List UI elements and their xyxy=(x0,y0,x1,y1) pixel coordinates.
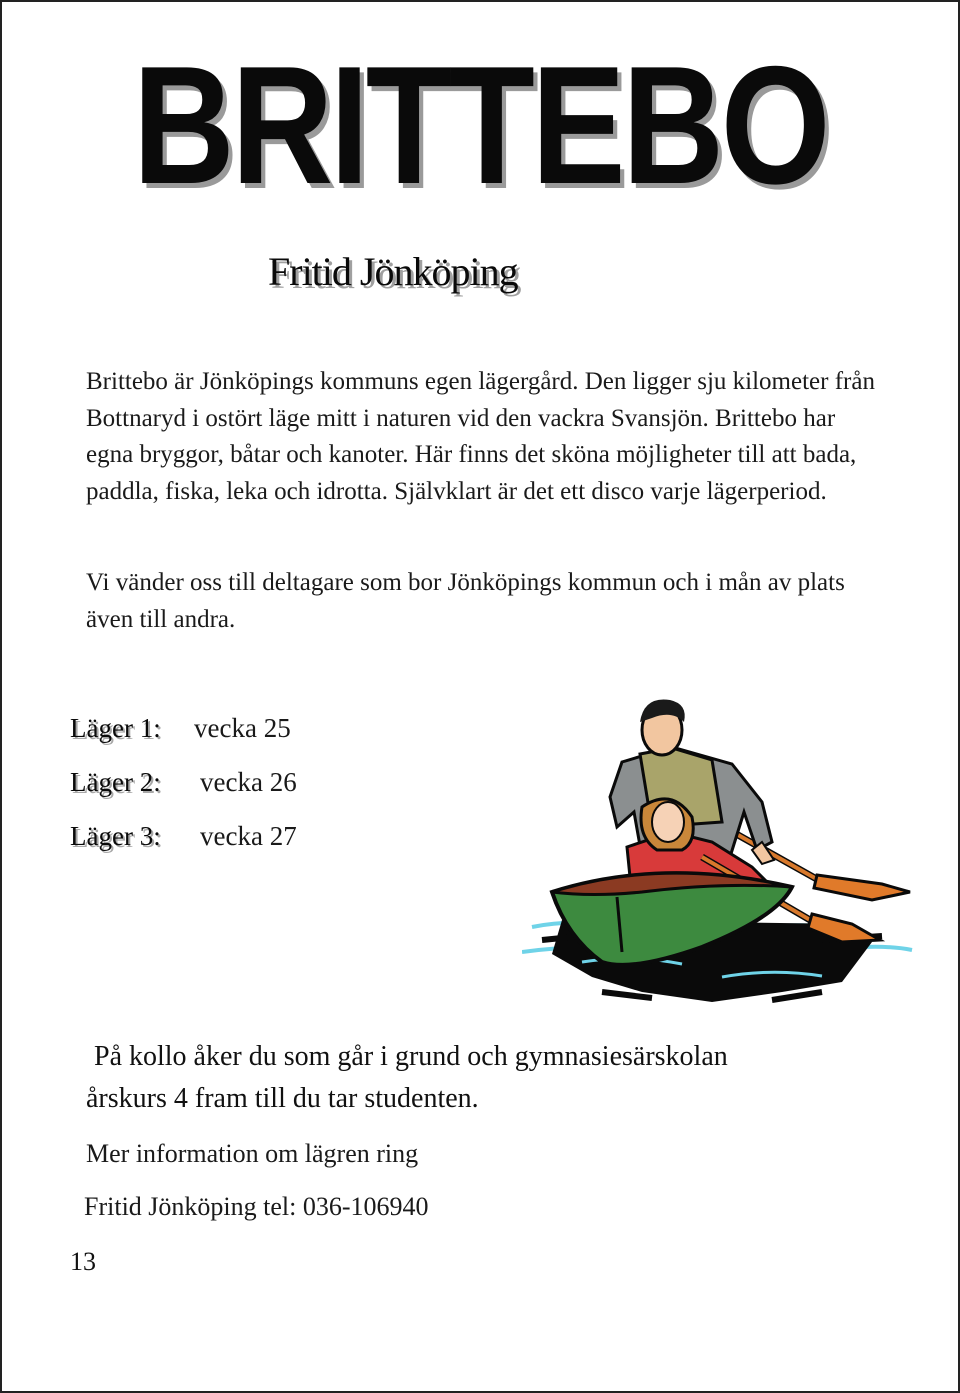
camp-week: vecka 26 xyxy=(200,767,297,797)
organization-subtitle: Fritid Jönköping xyxy=(268,249,518,294)
camp-label: Läger 2: xyxy=(70,767,161,797)
camp-week: vecka 27 xyxy=(200,821,297,851)
camp-label: Läger 3: xyxy=(70,821,161,851)
contact-phone: Fritid Jönköping tel: 036-106940 xyxy=(84,1192,429,1221)
more-info-text: Mer information om lägren ring xyxy=(86,1139,419,1168)
canoe-clipart-icon xyxy=(522,692,922,1012)
eligibility-line: årskurs 4 fram till du tar studenten. xyxy=(86,1083,479,1114)
intro-paragraph: Brittebo är Jönköpings kommuns egen lägergård. Den ligger sju kilometer från Bottnaryd i ostört läge mitt i naturen vid den vackra Svansjön. Brittebo har egna bryggor, båtar och kanoter. Här finns det sköna möjligheter till att bada, paddla, fiska, leka och idrotta. Självklart är det ett disco varje lägerperiod. xyxy=(86,368,875,505)
page-title: BRITTEBO xyxy=(132,31,828,219)
page-number: 13 xyxy=(70,1247,96,1276)
eligibility-line: På kollo åker du som går i grund och gymnasiesärskolan xyxy=(94,1041,728,1072)
audience-paragraph: Vi vänder oss till deltagare som bor Jönköpings kommun och i mån av plats även till andra. xyxy=(86,569,845,633)
eligibility-text xyxy=(86,1036,906,1120)
camp-label: Läger 1: xyxy=(70,713,161,743)
camp-week: vecka 25 xyxy=(194,713,291,743)
